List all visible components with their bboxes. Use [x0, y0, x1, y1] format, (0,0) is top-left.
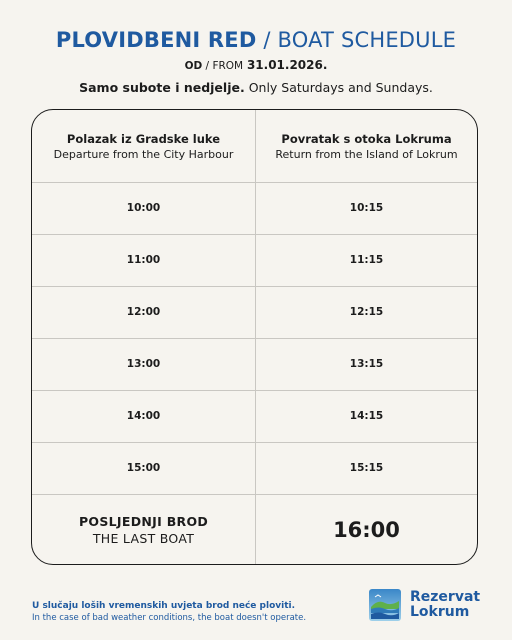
return-header-english: Return from the Island of Lokrum [275, 147, 458, 161]
departure-cell [32, 286, 255, 338]
return-header-croatian: Povratak s otoka Lokruma [281, 131, 452, 146]
logo-wordmark [410, 590, 480, 620]
weather-note-english: In the case of bad weather conditions, the boat doesn't operate. [32, 613, 307, 623]
departure-cell [32, 390, 255, 442]
weather-note-croatian: U slučaju loših vremenskih uvjeta brod neće ploviti. [32, 601, 296, 611]
table-row [32, 338, 477, 391]
from-label-english: FROM [212, 60, 244, 72]
return-cell [256, 390, 477, 442]
table-row [32, 286, 477, 339]
departure-time: 13:00 [126, 358, 161, 370]
return-time: 12:15 [349, 306, 384, 318]
table-row [32, 390, 477, 443]
valid-from-line [0, 58, 512, 72]
departure-time: 14:00 [126, 410, 161, 422]
last-boat-label-croatian: POSLJEDNJI BROD [78, 514, 209, 529]
departure-cell [32, 338, 255, 390]
days-notice-english: Only Saturdays and Sundays. [248, 80, 433, 95]
logo-line-2: Lokrum [410, 604, 470, 620]
title-english: BOAT SCHEDULE [277, 28, 457, 52]
table-row [32, 442, 477, 495]
return-time: 14:15 [349, 410, 384, 422]
from-label-croatian: OD [184, 60, 203, 72]
last-boat-label-english: THE LAST BOAT [92, 531, 195, 546]
lokrum-logo-icon [369, 589, 401, 621]
departure-time: 11:00 [126, 254, 161, 266]
valid-from-date: 31.01.2026. [246, 58, 328, 72]
return-header [256, 110, 477, 182]
return-time: 11:15 [349, 254, 384, 266]
last-boat-time-cell [256, 494, 477, 565]
from-separator: / [202, 60, 213, 72]
page-title [0, 28, 512, 52]
departure-time: 12:00 [126, 306, 161, 318]
return-cell [256, 286, 477, 338]
departure-header-croatian: Polazak iz Gradske luke [66, 131, 221, 146]
table-row [32, 234, 477, 287]
return-cell [256, 182, 477, 234]
days-notice-croatian: Samo subote i nedjelje. [79, 80, 245, 95]
departure-header-english: Departure from the City Harbour [53, 147, 234, 161]
return-cell [256, 442, 477, 494]
return-time: 15:15 [349, 462, 384, 474]
return-time: 10:15 [349, 202, 384, 214]
departure-header [32, 110, 255, 182]
return-cell [256, 234, 477, 286]
last-boat-row [32, 494, 477, 565]
departure-cell [32, 234, 255, 286]
departure-time: 10:00 [126, 202, 161, 214]
table-row [32, 182, 477, 235]
title-separator: / [256, 28, 278, 52]
schedule-table [31, 109, 478, 565]
title-croatian: PLOVIDBENI RED [55, 28, 257, 52]
return-cell [256, 338, 477, 390]
departure-cell [32, 442, 255, 494]
days-notice [0, 80, 512, 95]
table-header-row [32, 110, 477, 183]
last-boat-label [32, 494, 255, 565]
return-time: 13:15 [349, 358, 384, 370]
departure-cell [32, 182, 255, 234]
last-boat-time: 16:00 [333, 518, 400, 542]
logo-line-1: Rezervat [410, 589, 481, 605]
departure-time: 15:00 [126, 462, 161, 474]
